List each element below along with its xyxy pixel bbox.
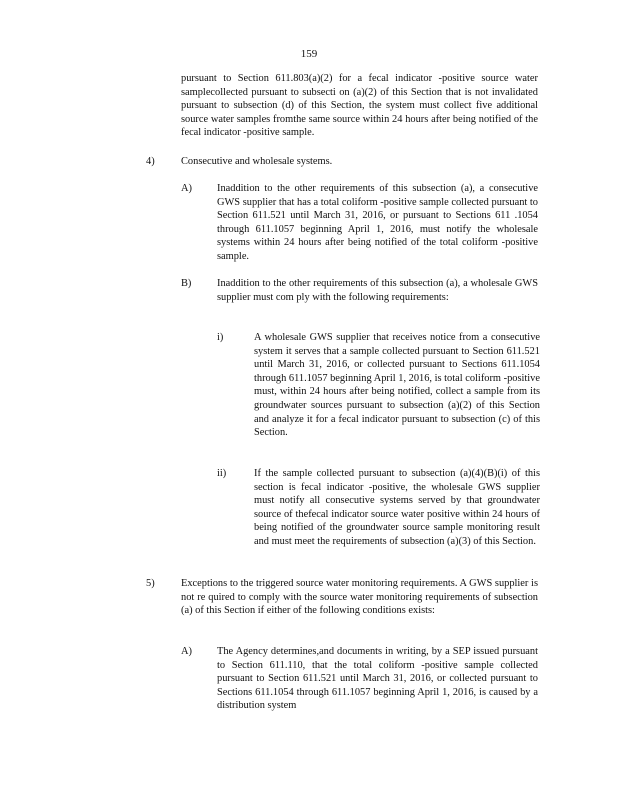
item-5-number: 5) bbox=[146, 578, 155, 589]
item-4b-i-text: A wholesale GWS supplier that receives notice from a consecutive system it serves that a sample collected pursuant to Section 611.521 until March 31, 2016, or collected pursuant to Sections 611.1054 through 611.1057 beginning April 1, 2016, is total coliform -positive must, within 24 hours after being notified, collect a sample from its groundwater sources pursuant to subsection (a)(2) of this Section and analyze it for a fecal indicator pursuant to subsection (c) of this Section. bbox=[254, 332, 540, 439]
item-5a-text: The Agency determines,and documents in writing, by a SEP issued pursuant to Section 611.110, that the total coliform -positive sample collected pursuant to Section 611.521 until March 31, 2016, or collected pursuant to Sections 611.1054 through 611.1057 beginning April 1, 2016, is caused by a distribution system bbox=[217, 646, 538, 712]
item-4a-text: Inaddition to the other requirements of this subsection (a), a consecutive GWS supplier that has a total coliform -positive sample collected pursuant to Section 611.521 until March 31, 2016, or pursuant to Sections 611 .1054 through 611.1057 beginning April 1, 2016, must notify the wholesale systems within 24 hours after being notified of the total coliform -positive sample. bbox=[217, 183, 538, 262]
item-4a-label: A) bbox=[181, 183, 192, 194]
item-4-number: 4) bbox=[146, 156, 155, 167]
item-4b-ii-text: If the sample collected pursuant to subsection (a)(4)(B)(i) of this section is fecal indicator -positive, the wholesale GWS supplier must notify all consecutive systems served by that groundwater source of thefecal indicator source water positive within 24 hours of being notified of the groundwater source sample monitoring result and must meet the requirements of subsection (a)(3) of this Section. bbox=[254, 468, 540, 547]
item-5-text: Exceptions to the triggered source water monitoring requirements. A GWS supplier is not re quired to comply with the source water monitoring requirements of subsection (a) of this Section if either of the following conditions exists: bbox=[181, 578, 538, 617]
intro-paragraph: pursuant to Section 611.803(a)(2) for a fecal indicator -positive source water samplecollected pursuant to subsecti on (a)(2) of this Section that is not invalidated pursuant to subsection (d) of this Section, the system must collect five additional source water samples fromthe same source within 24 hours after being notified of the fecal indicator -positive sample. bbox=[181, 73, 538, 139]
item-4b-i-label: i) bbox=[217, 332, 224, 343]
item-4b-text: Inaddition to the other requirements of this subsection (a), a wholesale GWS supplier must com ply with the following requirements: bbox=[217, 278, 538, 303]
item-4-heading: Consecutive and wholesale systems. bbox=[181, 156, 333, 167]
item-4b-ii-label: ii) bbox=[217, 468, 227, 479]
item-5a-label: A) bbox=[181, 646, 192, 657]
page-number: 159 bbox=[300, 48, 318, 60]
item-4b-label: B) bbox=[181, 278, 192, 289]
